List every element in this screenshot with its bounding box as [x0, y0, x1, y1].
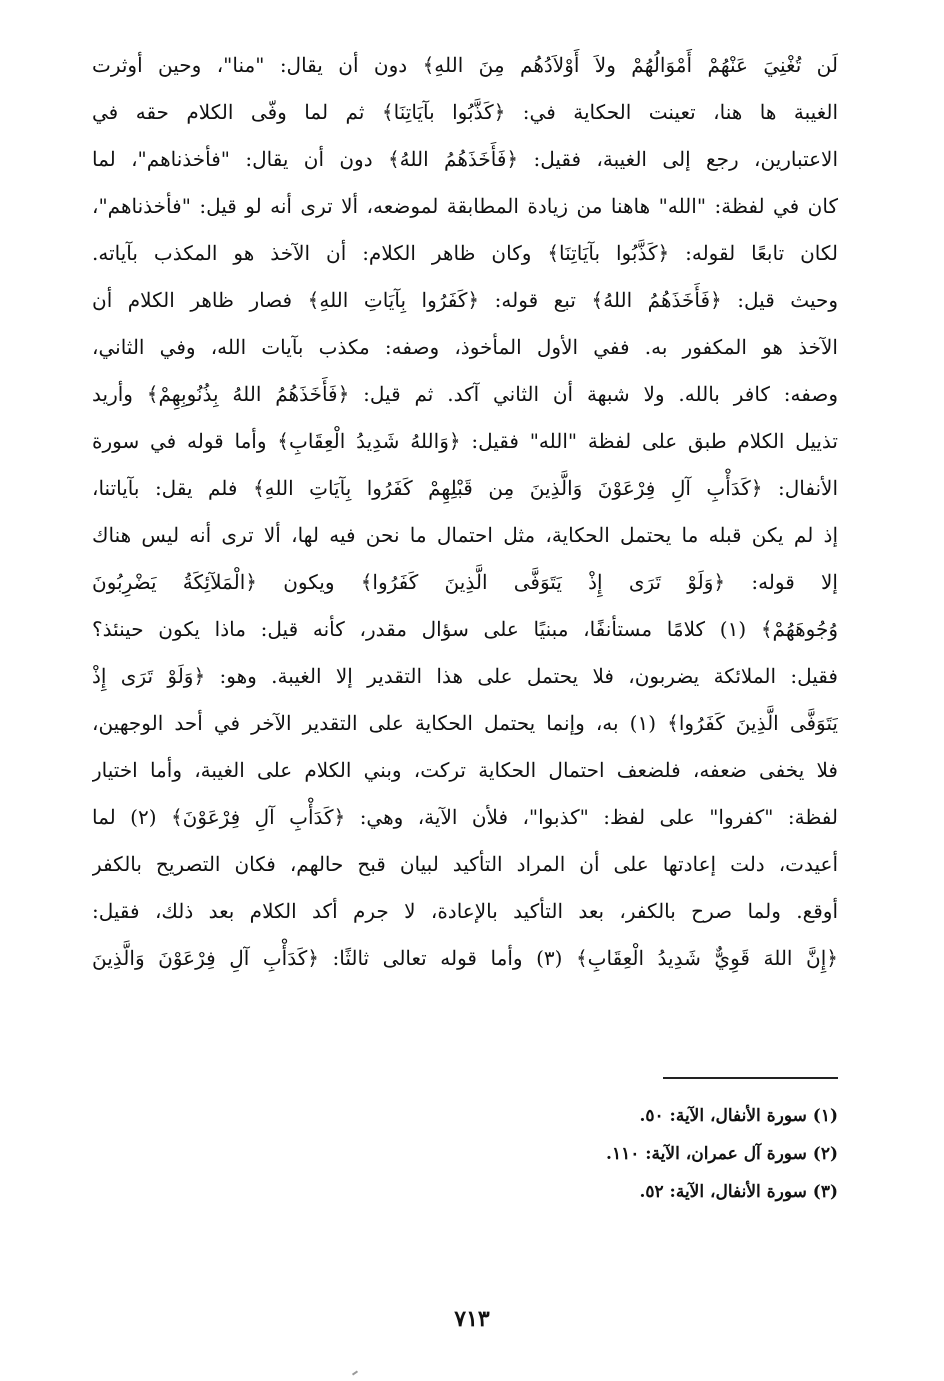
text-line-9: تذييل الكلام طبق على لفظة "الله" فقيل: ﴿وَاللهُ شَدِيدُ الْعِقَابِ﴾ وأما قوله في سورة — [92, 429, 838, 453]
text-line-7: الآخذ هو المكفور به. ففي الأول المأخوذ، وصفه: مكذب بآيات الله، وفي الثاني، — [92, 335, 838, 359]
text-line-18: أعيدت، دلت إعادتها على أن المراد التأكيد لبيان قبح حالهم، فكان التصريح بالكفر — [92, 852, 838, 876]
text-line-11: إذ لم يكن قبله ما يحتمل الحكاية، مثل احتمال ما نحن فيه لها، ألا ترى أنه ليس هناك — [92, 523, 838, 547]
text-line-15: يَتَوَفَّى الَّذِينَ كَفَرُوا﴾ (١) به، وإنما يحتمل الحكاية على التقدير الآخر في أحد الوجهين، — [92, 711, 838, 735]
text-line-20: ﴿إِنَّ اللهَ قَوِيٌّ شَدِيدُ الْعِقَابِ﴾ (٣) وأما قوله تعالى ثالثًا: ﴿كَدَأْبِ آلِ فِرْعَوْنَ وَالَّذِينَ — [92, 946, 838, 970]
text-line-19: أوقع. ولما صرح بالكفر، بعد التأكيد بالإعادة، لا جرم أكد الكلام بعد ذلك، فقيل: — [92, 899, 838, 923]
text-line-14: فقيل: الملائكة يضربون، فلا يحتمل على هذا التقدير إلا الغيبة. وهو: ﴿وَلَوْ تَرَى إِذْ — [92, 664, 838, 688]
text-line-10: الأنفال: ﴿كَدَأْبِ آلِ فِرْعَوْنَ وَالَّذِينَ مِن قَبْلِهِمْ كَفَرُوا بِآيَاتِ اللهِ﴾ فلم يقل: بآياتنا، — [92, 476, 838, 500]
text-line-2: الغيبة ها هنا، تعينت الحكاية في: ﴿كَذَّبُوا بآيَاتِنَا﴾ ثم لما وفّى الكلام حقه في — [92, 100, 838, 124]
main-text-body — [92, 42, 838, 982]
page-number: ٧١٣ — [454, 1306, 490, 1332]
text-line-12: إلا قوله: ﴿وَلَوْ تَرَى إِذْ يَتَوَفَّى الَّذِينَ كَفَرُوا﴾ ويكون ﴿الْمَلآئِكَةُ يَضْرِبُونَ — [92, 570, 838, 594]
scan-speck — [352, 1370, 358, 1375]
text-line-4: كان في لفظة: "الله" هاهنا من زيادة المطابقة لموضعه، ألا ترى أنه لو قيل: "فأخذناهم"، — [92, 194, 838, 218]
text-line-17: لفظة: "كفروا" على لفظ: "كذبوا"، فلأن الآية، وهي: ﴿كَدَأْبِ آلِ فِرْعَوْنَ﴾ (٢) لما — [92, 805, 838, 829]
footnote-2: (٢) سورة آل عمران، الآية: ١١٠. — [606, 1144, 838, 1164]
text-line-3: الاعتبارين، رجع إلى الغيبة، فقيل: ﴿فَأَخَذَهُمُ اللهُ﴾ دون أن يقال: "فأخذناهم"، لما — [92, 147, 838, 171]
text-line-16: فلا يخفى ضعفه، فلضعف احتمال الحكاية تركت، وبني الكلام على الغيبة، وأما اختيار — [92, 758, 838, 782]
text-line-6: وحيث قيل: ﴿فَأَخَذَهُمُ اللهُ﴾ تبع قوله: ﴿كَفَرُوا بِآيَاتِ اللهِ﴾ فصار ظاهر الكلام أن — [92, 288, 838, 312]
footnote-separator — [663, 1077, 838, 1079]
text-line-5: لكان تابعًا لقوله: ﴿كَذَّبُوا بآيَاتِنَا﴾ وكان ظاهر الكلام: أن الآخذ هو المكذب بآياته. — [92, 241, 838, 265]
text-line-13: وُجُوهَهُمْ﴾ (١) كلامًا مستأنفًا، مبنيًا على سؤال مقدر، كأنه قيل: ماذا يكون حينئذ؟ — [92, 617, 838, 641]
footnote-1: (١) سورة الأنفال، الآية: ٥٠. — [639, 1106, 838, 1126]
footnote-3: (٣) سورة الأنفال، الآية: ٥٢. — [639, 1182, 838, 1202]
text-line-1: لَن تُغْنِيَ عَنْهُمْ أَمْوَالُهُمْ ولاَ أَوْلاَدُهُم مِنَ اللهِ﴾ دون أن يقال: "منا"، وحين أوثرت — [92, 53, 838, 77]
text-line-8: وصفه: كافر بالله. ولا شبهة أن الثاني آكد. ثم قيل: ﴿فَأَخَذَهُمُ اللهُ بِذُنُوبِهِمْ﴾ وأريد — [92, 382, 838, 406]
footnotes-list — [438, 1097, 838, 1211]
